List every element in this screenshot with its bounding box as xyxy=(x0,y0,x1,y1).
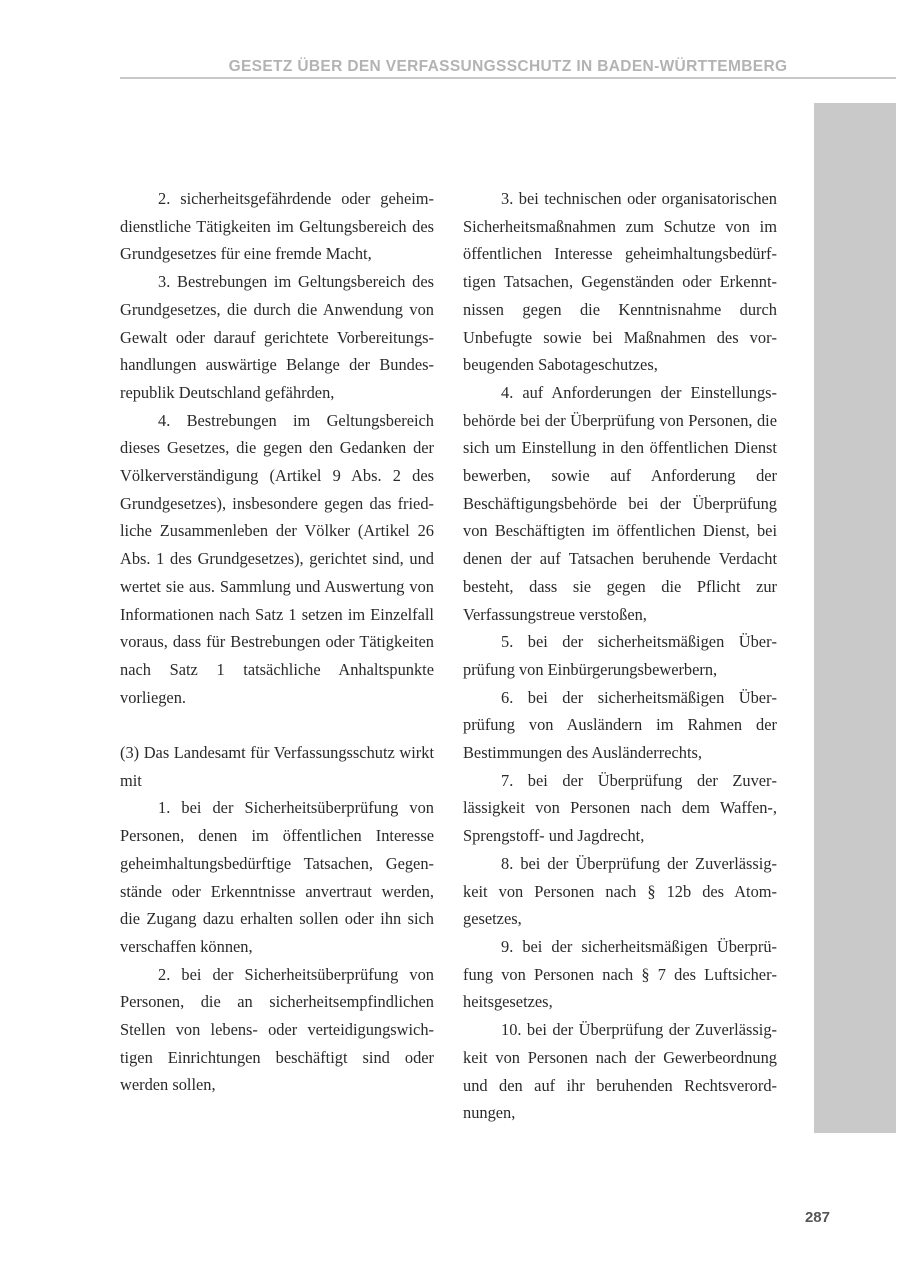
list-item: 1. bei der Sicherheitsüberprüfung von Personen, denen im öffentlichen Interesse geheimhaltungsbedürftige Tatsachen, Gegenstände oder Erkenntnisse anvertraut werden, die Zugang dazu erhalten sollen oder ihn sich verschaffen können, xyxy=(120,798,434,956)
list-item: 3. Bestrebungen im Geltungsbereich des Grundgesetzes, die durch die Anwendung von Gewalt oder darauf gerichtete Vorbereitungshandlungen auswärtige Belange der Bundesrepublik Deutschland gefährden, xyxy=(120,272,434,402)
list-item: 4. Bestrebungen im Geltungsbereich dieses Gesetzes, die gegen den Gedanken der Völkerverständigung (Artikel 9 Abs. 2 des Grundgesetzes), insbesondere gegen das friedliche Zusammenleben der Völker (Artikel 26 Abs. 1 des Grundgesetzes), gerichtet sind, und wertet sie aus. Sammlung und Auswertung von Informationen nach Satz 1 setzen im Einzelfall voraus, dass für Bestrebungen oder Tätigkeiten nach Satz 1 tatsächliche Anhaltspunkte vorliegen. xyxy=(120,410,434,707)
section-3-intro: (3) Das Landesamt für Verfassungsschutz wirkt mit xyxy=(120,743,434,790)
list-item: 2. sicherheitsgefährdende oder geheimdienstliche Tätigkeiten im Geltungsbereich des Grundgesetzes für eine fremde Macht, xyxy=(120,189,434,264)
paragraph-gap xyxy=(120,711,434,739)
header-rule xyxy=(120,77,896,79)
side-thumb-tab xyxy=(814,103,896,1133)
list-item: 6. bei der sicherheitsmäßigen Überprüfung von Ausländern im Rahmen der Bestimmungen des Ausländerrechts, xyxy=(463,687,777,763)
list-item: 4. auf Anforderungen der Einstellungsbehörde bei der Überprüfung von Personen, die sich um Einstellung in den öffentlichen Dienst bewerben, sowie auf Anforderung der Beschäftigungsbehörde bei der Überprüfung von Beschäftigten im öffentlichen Dienst, bei denen der auf Tatsachen beruhende Verdacht besteht, dass sie gegen die Pflicht zur Verfassungstreue verstoßen, xyxy=(463,382,777,624)
list-item: 7. bei der Überprüfung der Zuverlässigkeit von Personen nach dem Waffen-, Sprengstoff- und Jagdrecht, xyxy=(463,770,777,846)
left-column xyxy=(120,185,434,1099)
right-column xyxy=(463,185,777,1127)
list-item: 10. bei der Überprüfung der Zuverlässigkeit von Personen nach der Gewerbeordnung und den auf ihr beruhenden Rechtsverordnungen, xyxy=(463,1020,777,1123)
list-item: 2. bei der Sicherheitsüberprüfung von Personen, die an sicherheitsempfindlichen Stellen von lebens- oder verteidigungswichtigen Einrichtungen beschäftigt sind oder werden sollen, xyxy=(120,964,434,1095)
page-number: 287 xyxy=(804,1209,830,1226)
list-item: 8. bei der Überprüfung der Zuverlässigkeit von Personen nach § 12b des Atomgesetzes, xyxy=(463,853,777,929)
list-item: 5. bei der sicherheitsmäßigen Überprüfung von Einbürgerungsbewerbern, xyxy=(463,632,777,679)
list-item: 3. bei technischen oder organisatorischen Sicherheitsmaßnahmen zum Schutze von im öffentlichen Interesse geheimhaltungsbedürftigen Tatsachen, Gegenständen oder Erkenntnissen gegen die Kenntnisnahme durch Unbefugte sowie bei Maßnahmen des vorbeugenden Sabotageschutzes, xyxy=(463,189,777,375)
running-title: GESETZ ÜBER DEN VERFASSUNGSSCHUTZ IN BADEN-WÜRTTEMBERG xyxy=(228,58,788,75)
list-item: 9. bei der sicherheitsmäßigen Überprüfung von Personen nach § 7 des Luftsicherheitsgesetzes, xyxy=(463,936,777,1012)
